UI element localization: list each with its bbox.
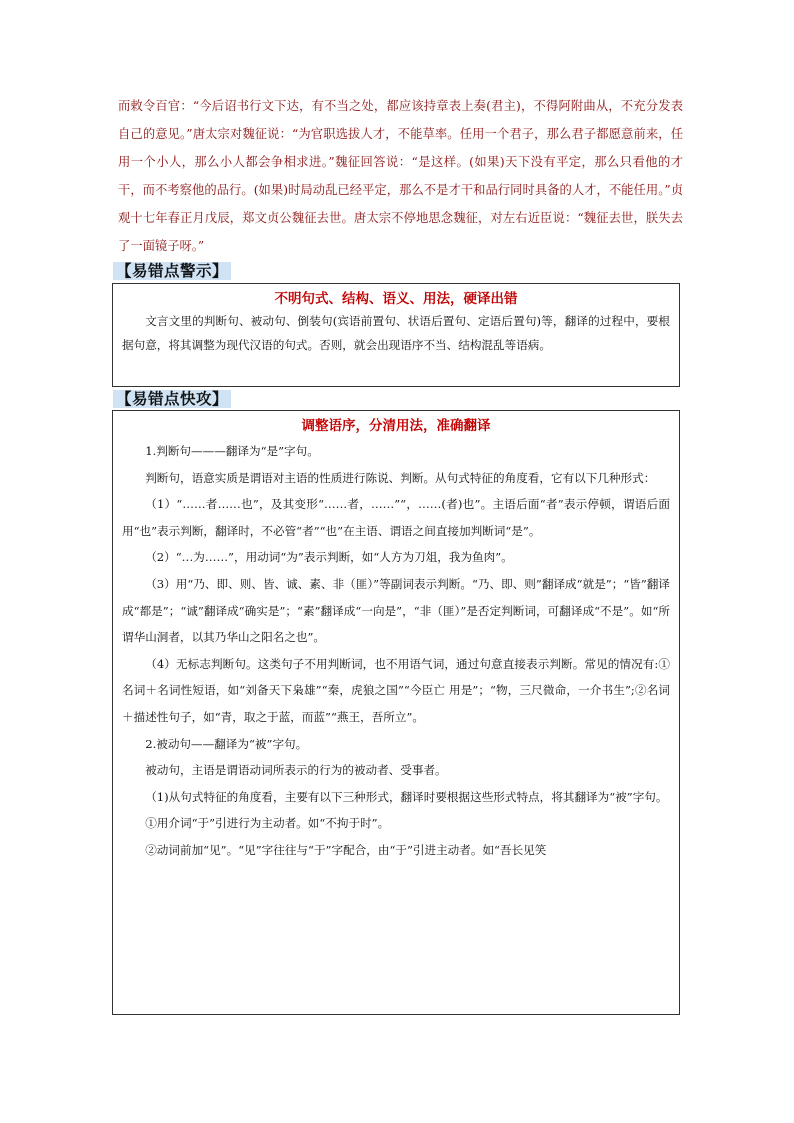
tips-paragraph: （3）用“乃、即、则、皆、诚、素、非（匪）”等副词表示判断。“乃、即、则”翻译成“就是”；“皆”翻译成“都是”；“诚”翻译成“确实是”；“素”翻译成“一向是”，“非（匪）”是否定判断词，可翻译成“不是”。如“所谓华山洞者，以其乃华山之阳名之也”。 (122, 576, 670, 645)
tips-paragraph: （2）“…为……”，用动词“为”表示判断，如“人方为刀俎，我为鱼肉”。 (145, 550, 513, 565)
warning-paragraph: 文言文里的判断句、被动句、倒装句(宾语前置句、状语后置句、定语后置句)等，翻译的过程中，要根据句意，将其调整为现代汉语的句式。否则，就会出现语序不当、结构混乱等语病。 (122, 314, 670, 352)
intro-text: 而敕令百官：“今后诏书行文下达，有不当之处，都应该持章表上奏(君主)，不得阿附曲从，不充分发表自己的意见。”唐太宗对魏征说：“为官职选拔人才，不能草率。任用一个君子，那么君子都愿意前来，任用一个小人，那么小人都会争相求进。”魏征回答说：“是这样。(如果)天下没有平定，那么只看他的才干，而不考察他的品行。(如果)时局动乱已经平定，那么不是才干和品行同时具备的人才，不能任用。”贞观十七年春正月戊辰，郑文贞公魏征去世。唐太宗不停地思念魏征，对左右近臣说：“魏征去世，朕失去了一面镜子呀。” (118, 99, 683, 253)
tips-paragraph: （4）无标志判断句。这类句子不用判断词，也不用语气词，通过句意直接表示判断。常见的情况有:①名词＋名词性短语，如“刘备天下枭雄”“秦，虎狼之国”“今臣亡 用是”；“物，三尺微命，一介书生”;②名词＋描述性句子，如“青，取之于蓝，而蓝”“燕王，吾所立”。 (122, 656, 670, 724)
warning-heading-label: 【易错点警示】 (113, 262, 231, 280)
tips-paragraph: 判断句，语意实质是谓语对主语的性质进行陈说、判断。从句式特征的角度看，它有以下几种形式： (145, 470, 656, 485)
warning-heading (113, 259, 231, 281)
tips-heading (113, 387, 231, 409)
tips-paragraph: 2.被动句——翻译为“被”字句。 (145, 736, 308, 751)
tips-title: 调整语序，分清用法，准确翻译 (301, 418, 491, 434)
tips-paragraph: （1）“……者……也”，及其变形“……者，……”“，……(者)也”。主语后面“者”表示停顿，谓语后面用“也”表示判断，翻译时，不必管“者”“也”在主语、谓语之间直接加判断词“是”。 (122, 497, 670, 538)
tips-paragraph: ②动词前加“见”。“见”字往往与“于”字配合，由“于”引进主动者。如“吾长见笑 (145, 842, 547, 857)
tips-paragraph: ①用介词“于”引进行为主动者。如“不拘于时”。 (145, 816, 390, 831)
intro-passage (118, 92, 683, 260)
tips-paragraph: （1)从句式特征的角度看，主要有以下三种形式，翻译时要根据这些形式特点，将其翻译为“被”字句。 (145, 789, 668, 804)
tips-heading-label: 【易错点快攻】 (113, 390, 231, 408)
warning-box (112, 283, 680, 387)
tips-box (112, 410, 680, 1015)
tips-paragraph: 被动句，主语是谓语动词所表示的行为的被动者、受事者。 (145, 763, 447, 778)
warning-title: 不明句式、结构、语义、用法，硬译出错 (274, 291, 518, 307)
tips-paragraph: 1.判断句———翻译为“是”字句。 (145, 444, 319, 458)
warning-body (113, 310, 679, 357)
tips-body (113, 438, 679, 864)
